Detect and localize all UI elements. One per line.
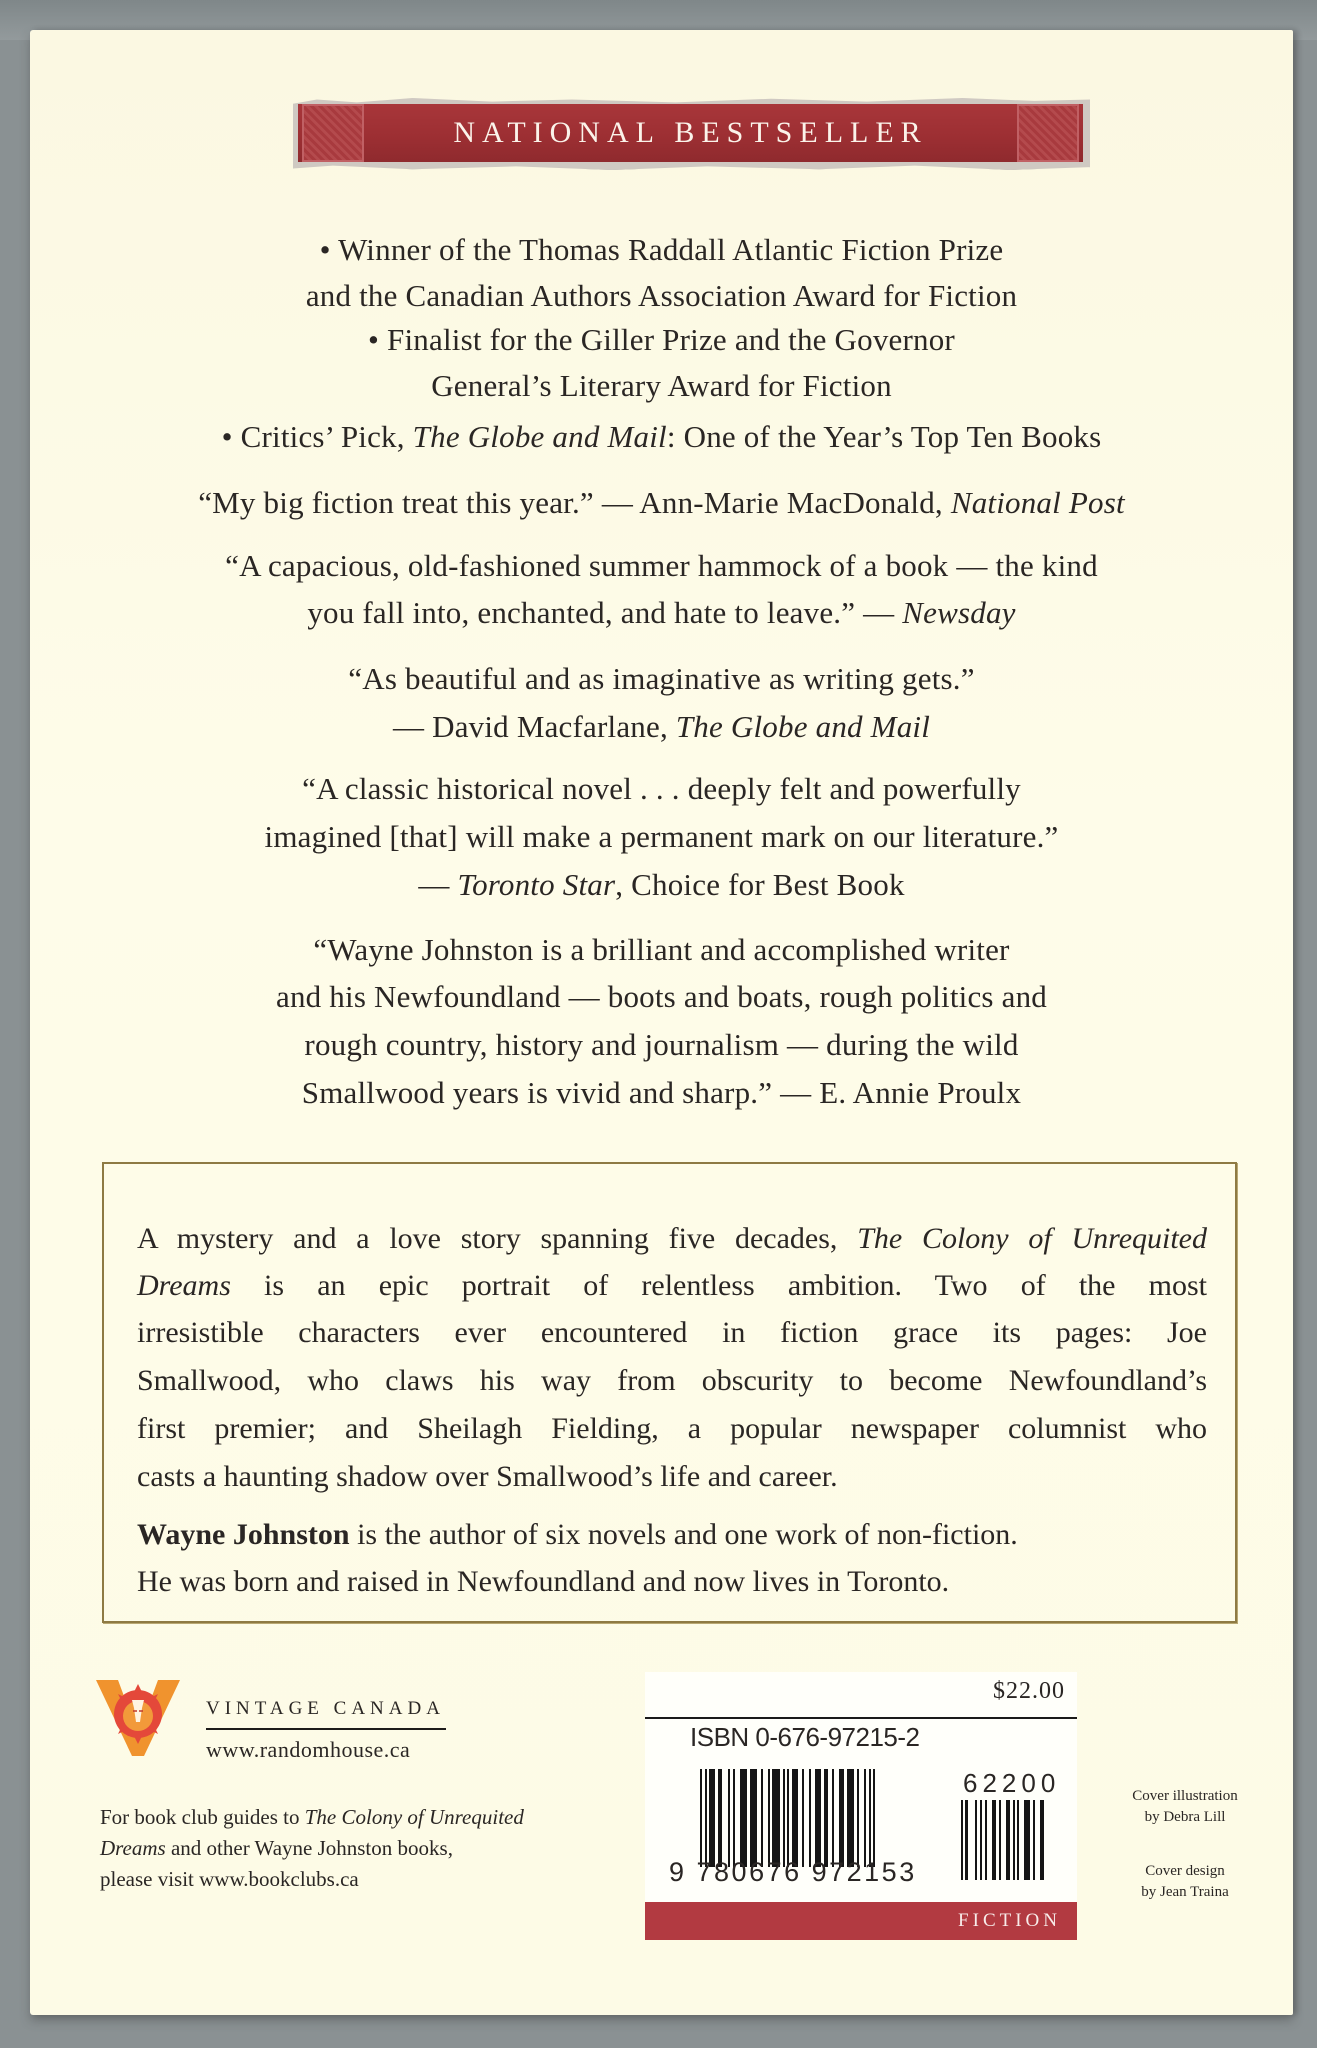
cover-illustration-credit xyxy=(1090,1786,1280,1828)
description-line: irresistible characters ever encountered in fiction grace its pages: Joe xyxy=(137,1316,1207,1349)
publisher-divider xyxy=(206,1728,446,1730)
quote-text: , Choice for Best Book xyxy=(615,867,905,902)
award-line: • Winner of the Thomas Raddall Atlantic Fiction Prize xyxy=(319,232,1004,267)
credit-line: by Jean Traina xyxy=(1141,1884,1229,1900)
quote-source: Toronto Star xyxy=(457,867,616,902)
description-text: is an epic portrait of relentless ambition. Two of the most xyxy=(230,1269,1207,1302)
quote-line xyxy=(30,661,1293,697)
bookclub-text: For book club guides to xyxy=(100,1805,305,1829)
award-line: and the Canadian Authors Association Award for Fiction xyxy=(305,278,1018,313)
credit-line: Cover illustration xyxy=(1132,1788,1238,1804)
ean-barcode-icon xyxy=(700,1769,955,1867)
price: $22.00 xyxy=(993,1678,1065,1704)
quote-line: “Wayne Johnston is a brilliant and accomplished writer xyxy=(313,932,1010,967)
quote-line: rough country, history and journalism — during the wild xyxy=(304,1027,1019,1062)
quote-text: you fall into, enchanted, and hate to leave.” — xyxy=(307,595,903,630)
quote-line xyxy=(30,819,1293,855)
credit-line: by Debra Lill xyxy=(1144,1809,1226,1825)
bookclub-url-line: please visit www.bookclubs.ca xyxy=(100,1867,359,1891)
cover-design-credit xyxy=(1090,1861,1280,1903)
quote-text: “As beautiful and as imaginative as writing gets.” xyxy=(348,661,975,696)
bookclub-line xyxy=(100,1802,620,1833)
quote-text: “A capacious, old-fashioned summer hammock of a book — the kind xyxy=(225,548,1098,583)
book-title: Dreams xyxy=(100,1836,166,1860)
quote-dash: — xyxy=(418,867,458,902)
category-label: FICTION xyxy=(645,1902,1077,1940)
national-bestseller-banner: NATIONAL BESTSELLER xyxy=(453,116,928,149)
book-back-cover xyxy=(30,30,1293,2015)
quote-line xyxy=(30,548,1293,584)
description-line xyxy=(137,1221,1207,1257)
quote-text: “A classic historical novel . . . deeply felt and powerfully xyxy=(302,771,1021,806)
award-line: • Finalist for the Giller Prize and the Governor xyxy=(368,322,955,357)
credit-line: Cover design xyxy=(1145,1863,1225,1879)
quote-source: Newsday xyxy=(902,595,1016,630)
description-line xyxy=(137,1268,1207,1304)
description-text: A mystery and a love story spanning five decades, xyxy=(137,1222,858,1255)
author-bio-line: He was born and raised in Newfoundland and now lives in Toronto. xyxy=(137,1565,950,1598)
author-bio-line xyxy=(137,1517,1207,1553)
quote-text: “My big fiction treat this year.” — Ann-Marie MacDonald, xyxy=(198,485,951,520)
addon-digits: 62200 xyxy=(963,1768,1061,1798)
quote-source: National Post xyxy=(950,485,1125,520)
critics-pick-suffix: : One of the Year’s Top Ten Books xyxy=(666,419,1102,454)
publisher-url[interactable]: www.randomhouse.ca xyxy=(206,1737,411,1762)
quote-line: Smallwood years is vivid and sharp.” — E. Annie Proulx xyxy=(301,1075,1022,1110)
book-title: The Colony of Unrequited xyxy=(857,1222,1207,1255)
quote-line xyxy=(30,485,1293,521)
quote-text: imagined [that] will make a permanent mark on our literature.” xyxy=(264,819,1059,854)
book-title: The Colony of Unrequited xyxy=(304,1805,524,1829)
vintage-sun-logo-icon xyxy=(96,1678,180,1756)
publisher-name: VINTAGE CANADA xyxy=(206,1698,445,1719)
bookclub-line xyxy=(100,1833,620,1864)
critics-pick-prefix: • Critics’ Pick, xyxy=(221,419,413,454)
barcode-block xyxy=(645,1672,1077,1938)
ean-digits: 9 780676 972153 xyxy=(669,1857,917,1887)
quote-line xyxy=(30,709,1293,745)
quote-line xyxy=(30,595,1293,631)
critics-pick-line xyxy=(30,419,1293,455)
quote-text: — David Macfarlane, xyxy=(392,709,676,744)
book-title: Dreams xyxy=(137,1269,231,1302)
description-line: casts a haunting shadow over Smallwood’s life and career. xyxy=(137,1460,838,1493)
description-line: Smallwood, who claws his way from obscurity to become Newfoundland’s xyxy=(137,1364,1207,1397)
quote-source: The Globe and Mail xyxy=(675,709,931,744)
author-bio-text: is the author of six novels and one work of non-fiction. xyxy=(349,1518,1018,1551)
price-divider xyxy=(645,1717,1077,1719)
quote-line: and his Newfoundland — boots and boats, rough politics and xyxy=(276,979,1047,1014)
addon-barcode-icon xyxy=(961,1800,1069,1880)
description-line: first premier; and Sheilagh Fielding, a popular newspaper columnist who xyxy=(137,1412,1207,1445)
author-name: Wayne Johnston xyxy=(137,1518,350,1551)
quote-line xyxy=(30,771,1293,807)
award-line: General’s Literary Award for Fiction xyxy=(431,368,892,403)
bookclub-text: and other Wayne Johnston books, xyxy=(165,1836,453,1860)
critics-pick-publication: The Globe and Mail xyxy=(412,419,667,454)
quote-line xyxy=(30,867,1293,903)
description-box xyxy=(102,1162,1237,1623)
isbn: ISBN 0-676-97215-2 xyxy=(690,1722,920,1752)
